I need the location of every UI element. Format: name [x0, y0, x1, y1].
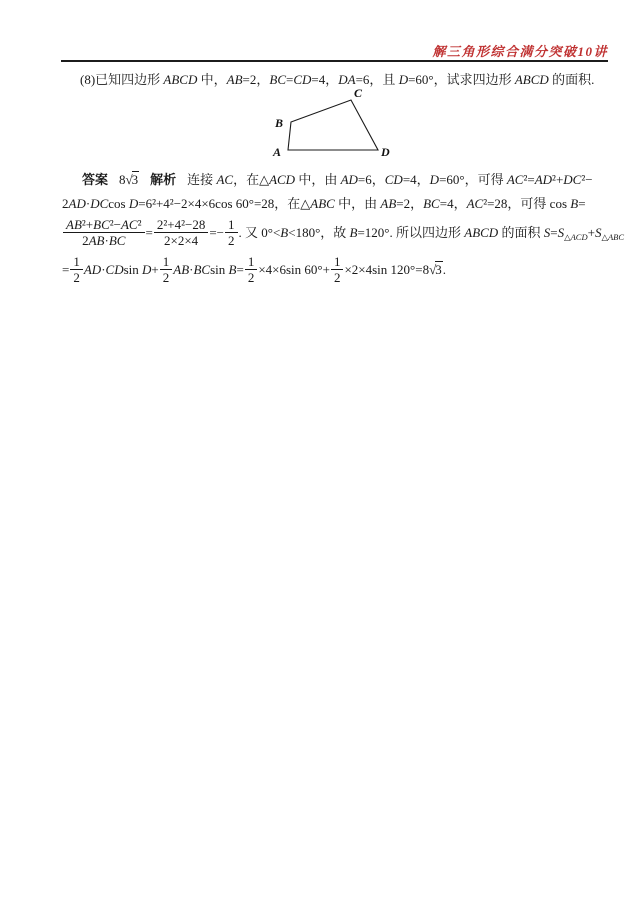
fraction: $\frac{\text{AB²+BC²−AC²}}{2AB\cdot BC}$	[63, 217, 145, 248]
header-rule	[61, 60, 608, 62]
fraction: $\frac{1}{2}$	[245, 254, 258, 285]
header-title: 解三角形综合满分突破10讲	[432, 44, 608, 59]
radical: √3	[125, 172, 139, 187]
fraction: $\frac{1}{2}$	[70, 254, 83, 285]
vertex-label-d: D	[381, 145, 390, 159]
fraction: $\frac{\text{2²+4²−28}}{2\times 2\times 4}$	[154, 217, 208, 248]
fraction: $\frac{1}{2}$	[331, 254, 344, 285]
radical: √3	[429, 262, 442, 277]
answer-block	[62, 168, 625, 287]
answer-line-3: $\frac{\text{AB²+BC²−AC²}}{2AB\cdot BC}$ = $\frac{\text{2²+4²−28}}{2\times 2\times 4}$ =− $\frac{1}{2}$ . 又 0°<B<180°，故 B=120°. 所以四边形 ABCD 的面积 $S=S_{\triangle ACD}+S_{\triangle ABC}$	[62, 217, 618, 253]
vertex-label-a: A	[273, 145, 282, 159]
figure-quadrilateral	[262, 86, 396, 162]
fraction: $\frac{1}{2}$	[160, 254, 173, 285]
problem-text: (8)已知四边形 ABCD 中，AB=2，BC=CD=4，DA=6，且 D=60°，试求四边形 ABCD 的面积.	[80, 72, 595, 87]
answer-line-1: 答案 8√3 解析 连接 AC，在△ACD 中，由 AD=6，CD=4，D=60°，可得 AC²=AD²+DC²−	[82, 172, 593, 187]
answer-line-4: = $\frac{1}{2}$ AD·CDsin D+ $\frac{1}{2}$ AB·BCsin B= $\frac{1}{2}$ ×4×6sin 60°+ $\frac{1}{2}$ ×2×4sin 120°=8√3.	[62, 253, 446, 285]
vertex-label-c: C	[354, 86, 363, 100]
fraction: $\frac{1}{2}$	[225, 217, 238, 248]
vertex-label-b: B	[275, 116, 284, 130]
answer-line-2: 2AD·DCcos D=6²+4²−2×4×6cos 60°=28，在△ABC 中，由 AB=2，BC=4，AC²=28，可得 cos B=	[62, 196, 586, 211]
quadrilateral-outline	[288, 100, 378, 150]
